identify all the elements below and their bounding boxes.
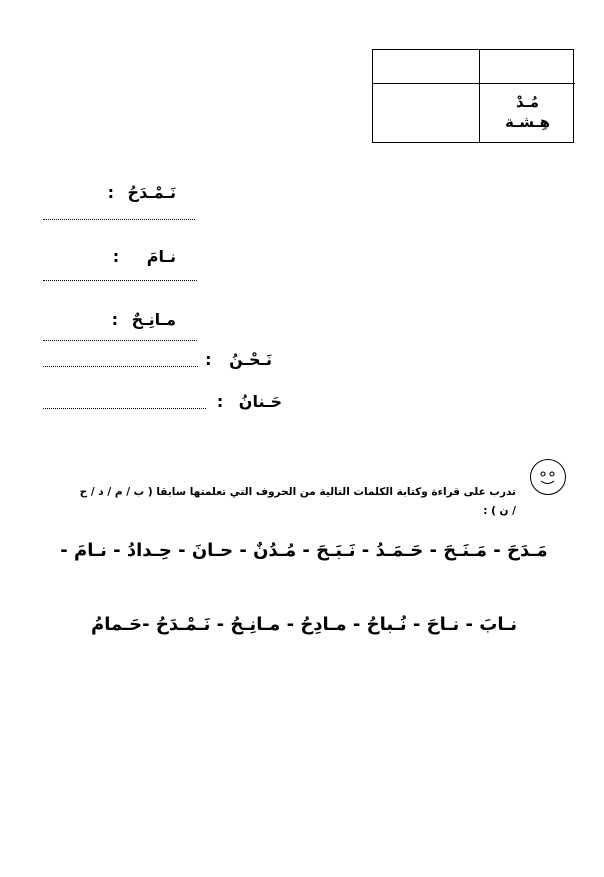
header-cell-top-right — [480, 50, 575, 84]
practice-word-1 — [108, 183, 176, 202]
instruction-text — [30, 483, 516, 521]
instruction-line-1: تدرب على قراءة وكتابة الكلمات التالية من الحروف التي تعلمتها سابقا ( ب / م / د / ح — [79, 486, 516, 498]
practice-word-2-text: نـامَ — [146, 247, 176, 266]
practice-word-3-text: مـانِـحٌ — [131, 310, 176, 329]
word-line-1: مَـدَحَ - مَـنَـحَ - حَـمَـدُ - نَـبَـحَ - مُـدُنٌ - حـانَ - حِـدادُ - نـامَ - — [60, 540, 548, 561]
instruction-line-2: / ن ) : — [483, 505, 516, 517]
answer-line-3[interactable] — [43, 340, 197, 341]
smiley-face-svg — [531, 460, 564, 493]
practice-word-4 — [205, 350, 272, 369]
answer-line-4[interactable] — [43, 366, 198, 367]
answer-line-5[interactable] — [43, 408, 206, 409]
practice-word-3-colon: : — [111, 310, 119, 329]
header-cell-bottom-right — [480, 84, 575, 142]
practice-word-2 — [113, 247, 176, 266]
smiley-face-icon — [530, 459, 566, 495]
header-cell-line1: مُـدْ — [515, 93, 540, 111]
answer-line-1[interactable] — [43, 219, 195, 220]
practice-word-5-colon: : — [216, 392, 224, 411]
practice-word-4-text: نَـحْـنُ — [229, 350, 272, 369]
practice-word-1-text: نَـمْـدَحُ — [127, 183, 176, 202]
practice-word-5-text: حَـنانُ — [238, 392, 282, 411]
practice-word-1-colon: : — [107, 183, 114, 202]
practice-word-2-colon: : — [112, 247, 120, 266]
header-cell-top-left — [373, 50, 480, 84]
header-cell-line2: هِـشـة — [504, 113, 550, 131]
word-line-2: نـابَ - نـاحَ - نُـباحُ - مـادِحُ - مـانِـحُ - نَـمْـدَحُ -حَـمامُ — [91, 614, 517, 635]
answer-line-2[interactable] — [43, 280, 197, 281]
header-table — [372, 49, 574, 143]
practice-word-3 — [112, 310, 176, 329]
header-cell-bottom-left — [373, 84, 480, 142]
practice-word-5 — [217, 392, 282, 411]
practice-word-4-colon: : — [205, 350, 212, 369]
